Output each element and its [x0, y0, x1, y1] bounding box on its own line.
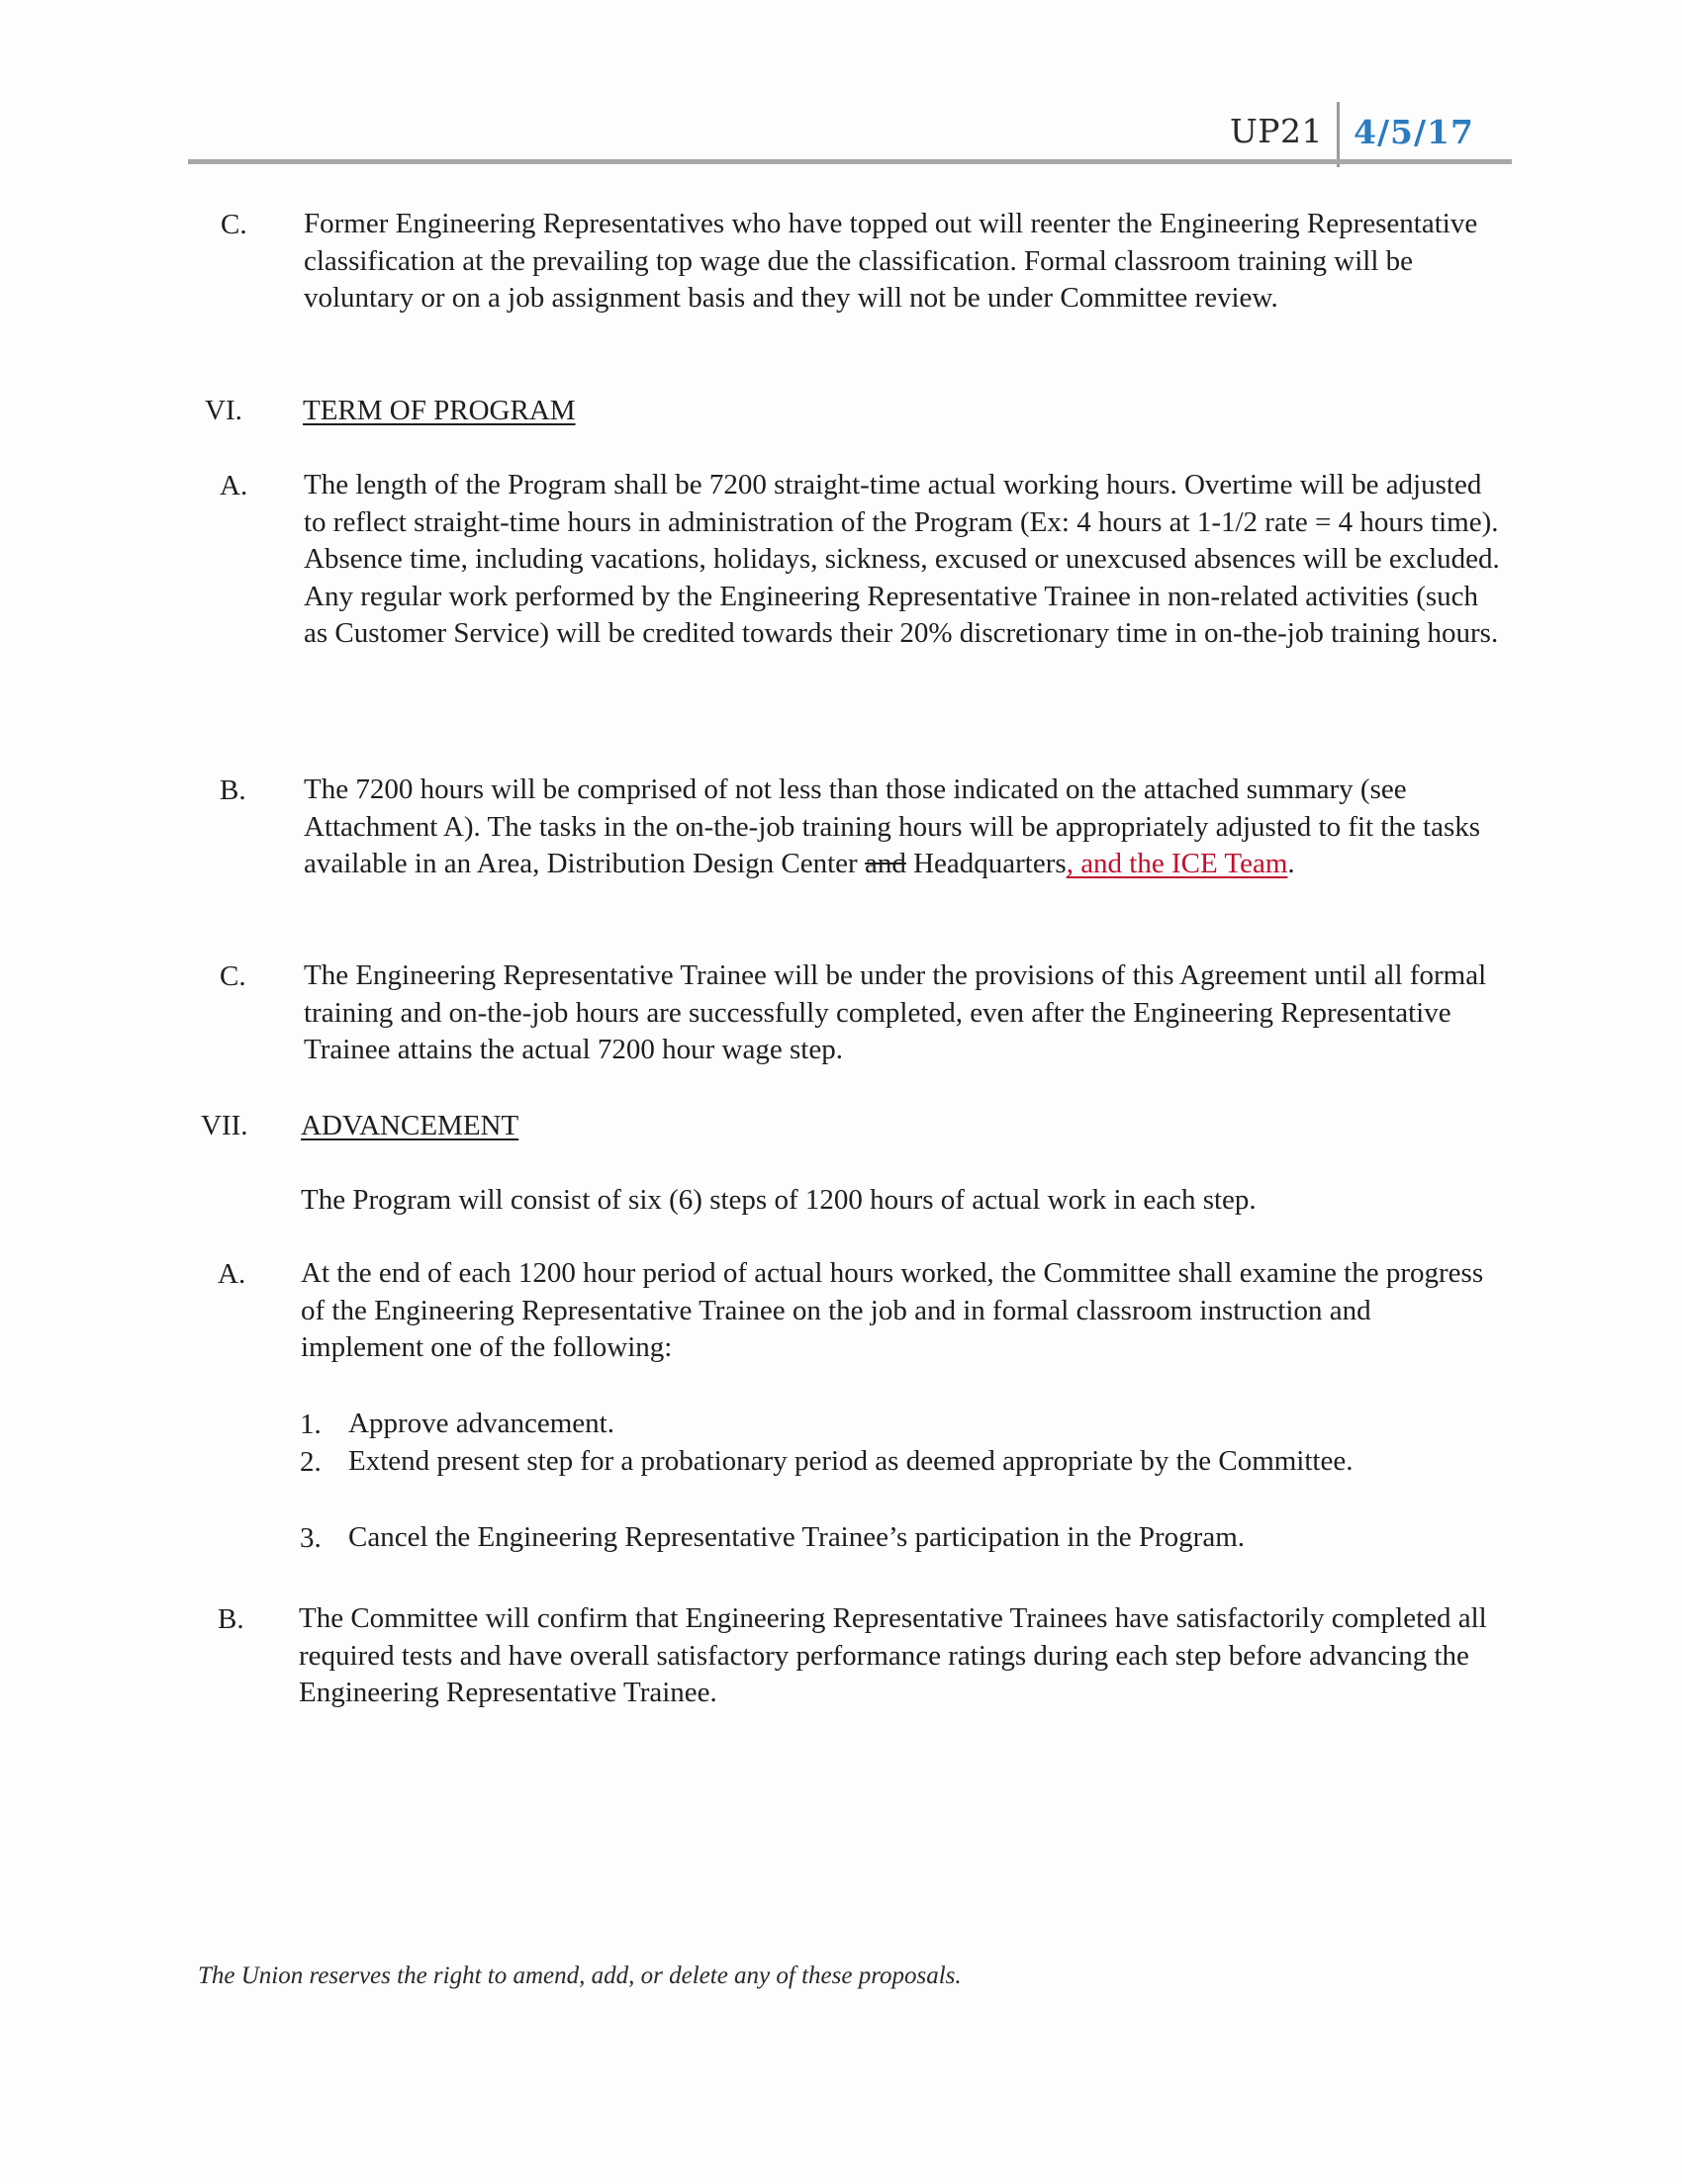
section-heading-advancement: ADVANCEMENT — [301, 1110, 519, 1141]
footer-disclaimer: The Union reserves the right to amend, add, or delete any of these proposals. — [198, 1962, 962, 1989]
deleted-text: and — [864, 848, 906, 879]
item-label-vi-c: C. — [220, 960, 246, 992]
paragraph-hours-composition — [304, 772, 1501, 883]
paragraph-advancement-intro: The Program will consist of six (6) steps of 1200 hours of actual work in each step. — [301, 1184, 1257, 1216]
paragraph-program-length: The length of the Program shall be 7200 straight-time actual working hours. Overtime will be adjusted to reflect straight-time hours in administration of the Program (Ex: 4 hours at 1-1/2 rate = 4 hours time). Absence time, including vacations, holidays, sickness, excused or unexcused absences will be excluded. Any regular work performed by the Engineering Representative Trainee in non-related activities (such as Customer Service) will be credited towards their 20% discretionary time in on-the-job training hours. — [304, 469, 1500, 649]
list-item-number: 1. — [300, 1409, 322, 1440]
section-heading-term-of-program: TERM OF PROGRAM — [303, 395, 576, 426]
proposal-date: 4/5/17 — [1354, 113, 1474, 151]
list-item-extend: Extend present step for a probationary period as deemed appropriate by the Committee. — [348, 1445, 1354, 1477]
header-rule — [188, 159, 1512, 164]
proposal-code: UP21 — [1230, 112, 1324, 150]
text-middle: Headquarters — [905, 848, 1067, 879]
item-label-vii-a: A. — [218, 1258, 246, 1290]
item-label-vi-a: A. — [220, 470, 248, 501]
inserted-text: , and the ICE Team — [1066, 848, 1288, 879]
list-item-number: 3. — [300, 1522, 322, 1554]
paragraph-trainee-provisions: The Engineering Representative Trainee will be under the provisions of this Agreement until all formal training and on-the-job hours are successfully completed, even after the Engineering Representative Trainee attains the actual 7200 hour wage step. — [304, 959, 1487, 1065]
text-before: The 7200 hours will be comprised of not less than those indicated on the attached summary (see Attachment A). The tasks in the on-the-job training hours will be appropriately adjusted to fit the tasks available in an Area, Distribution Design Center — [304, 774, 1481, 879]
item-label-c: C. — [221, 209, 247, 240]
list-item-cancel: Cancel the Engineering Representative Trainee’s participation in the Program. — [348, 1521, 1245, 1553]
item-label-vi-b: B. — [220, 774, 246, 806]
list-item-number: 2. — [300, 1446, 322, 1478]
header-divider — [1337, 102, 1340, 167]
paragraph-committee-examination: At the end of each 1200 hour period of actual hours worked, the Committee shall examine the progress of the Engineering Representative Trainee on the job and in formal classroom instruction and implement one of the following: — [301, 1257, 1484, 1363]
section-number-vi: VI. — [205, 395, 242, 426]
list-item-approve: Approve advancement. — [348, 1408, 614, 1439]
paragraph-former-engineering-reps: Former Engineering Representatives who have topped out will reenter the Engineering Representative classification at the prevailing top wage due the classification. Formal classroom training will be voluntary or on a job assignment basis and they will not be under Committee review. — [304, 208, 1478, 314]
text-after: . — [1287, 848, 1295, 879]
item-label-vii-b: B. — [218, 1603, 244, 1635]
paragraph-committee-confirmation: The Committee will confirm that Engineering Representative Trainees have satisfactorily completed all required tests and have overall satisfactory performance ratings during each step before advancing the Engineering Representative Trainee. — [299, 1602, 1487, 1708]
section-number-vii: VII. — [201, 1110, 248, 1141]
